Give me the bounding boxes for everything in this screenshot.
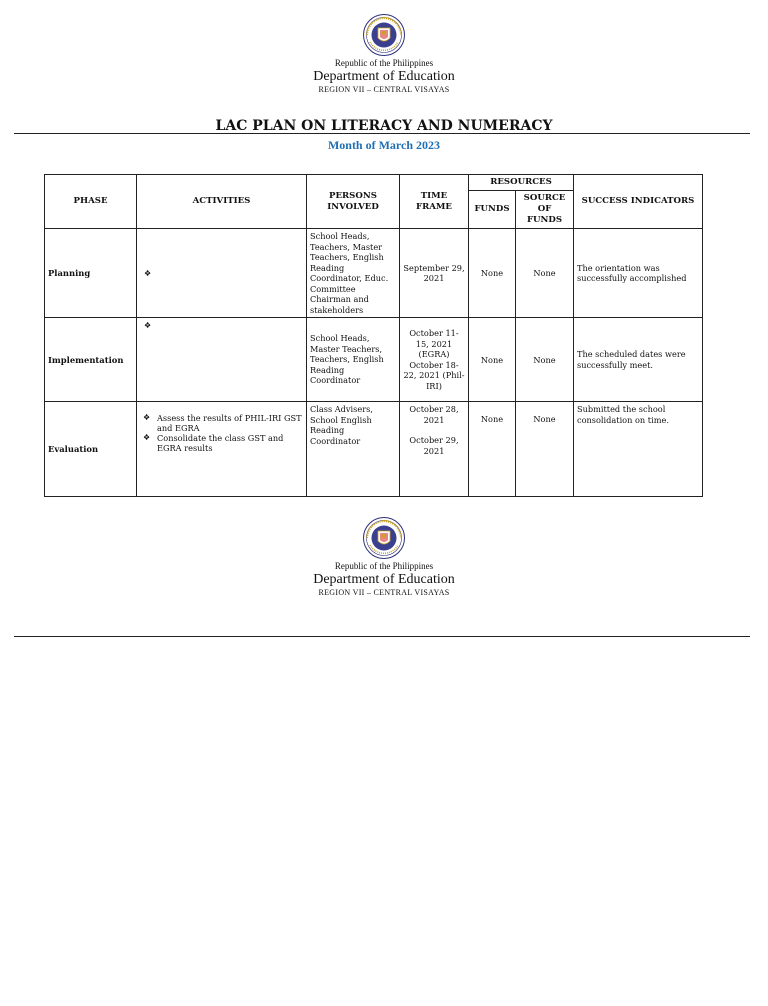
source-cell: None [516, 229, 574, 318]
header-divider [14, 636, 750, 637]
activity-text: Consolidate the class GST and EGRA results [157, 433, 284, 453]
header-source: SOURCE OF FUNDS [516, 191, 574, 229]
header-resources: RESOURCES [469, 175, 574, 191]
time-frame-2: October 29, 2021 [409, 435, 459, 456]
time-frame-cell [400, 402, 469, 497]
time-frame-cell: September 29, 2021 [400, 229, 469, 318]
activities-cell [137, 229, 307, 318]
bullet-icon: ❖ [143, 413, 151, 422]
persons-cell: School Heads, Teachers, Master Teachers, English Reading Coordinator, Educ. Committee Chairman and stakeholders [307, 229, 400, 318]
source-cell: None [516, 402, 574, 497]
success-cell: The scheduled dates were successfully meet. [574, 318, 703, 402]
region-text: REGION VII – CENTRAL VISAYAS [318, 85, 450, 94]
persons-cell: School Heads, Master Teachers, Teachers, English Reading Coordinator [307, 318, 400, 402]
department-text: Department of Education [313, 69, 455, 84]
activities-list [140, 413, 303, 453]
bullet-icon: ❖ [143, 433, 151, 442]
header-persons: PERSONS INVOLVED [307, 175, 400, 229]
activities-cell [137, 318, 307, 402]
funds-cell: None [469, 402, 516, 497]
document-month: Month of March 2023 [327, 138, 441, 152]
activities-cell [137, 402, 307, 497]
persons-cell: Class Advisers, School English Reading Coordinator [307, 402, 400, 497]
republic-text: Republic of the Philippines [334, 561, 434, 571]
table-row [45, 318, 703, 402]
header-funds: FUNDS [469, 191, 516, 229]
deped-seal-icon [363, 517, 405, 559]
list-item [143, 413, 303, 433]
table-row [45, 402, 703, 497]
republic-text: Republic of the Philippines [334, 58, 434, 68]
header-activities: ACTIVITIES [137, 175, 307, 229]
bullet-icon: ❖ [144, 269, 152, 278]
phase-cell: Evaluation [45, 402, 137, 497]
letterhead-top [0, 14, 768, 95]
time-frame-2: October 18-22, 2021 (Phil-IRI) [403, 359, 465, 391]
bullet-icon: ❖ [144, 321, 152, 330]
region-text: REGION VII – CENTRAL VISAYAS [318, 588, 450, 597]
time-frame-cell [400, 318, 469, 402]
funds-cell: None [469, 229, 516, 318]
header-time-frame: TIME FRAME [400, 175, 469, 229]
header-success: SUCCESS INDICATORS [574, 175, 703, 229]
department-text: Department of Education [313, 572, 455, 587]
activity-text: Assess the results of PHIL-IRI GST and EGRA [157, 413, 302, 433]
time-frame-1: October 28, 2021 [409, 404, 459, 425]
lac-plan-table [44, 174, 703, 497]
table-row [45, 229, 703, 318]
header-phase: PHASE [45, 175, 137, 229]
phase-cell: Planning [45, 229, 137, 318]
list-item [143, 433, 303, 453]
funds-cell: None [469, 318, 516, 402]
deped-seal-icon [363, 14, 405, 56]
letterhead-bottom [0, 517, 768, 598]
time-frame-1: October 11-15, 2021 (EGRA) [409, 328, 459, 359]
phase-cell: Implementation [45, 318, 137, 402]
source-cell: None [516, 318, 574, 402]
document-title: LAC PLAN ON LITERACY AND NUMERACY [215, 118, 553, 134]
success-cell: Submitted the school consolidation on time. [574, 402, 703, 497]
success-cell: The orientation was successfully accomplished [574, 229, 703, 318]
